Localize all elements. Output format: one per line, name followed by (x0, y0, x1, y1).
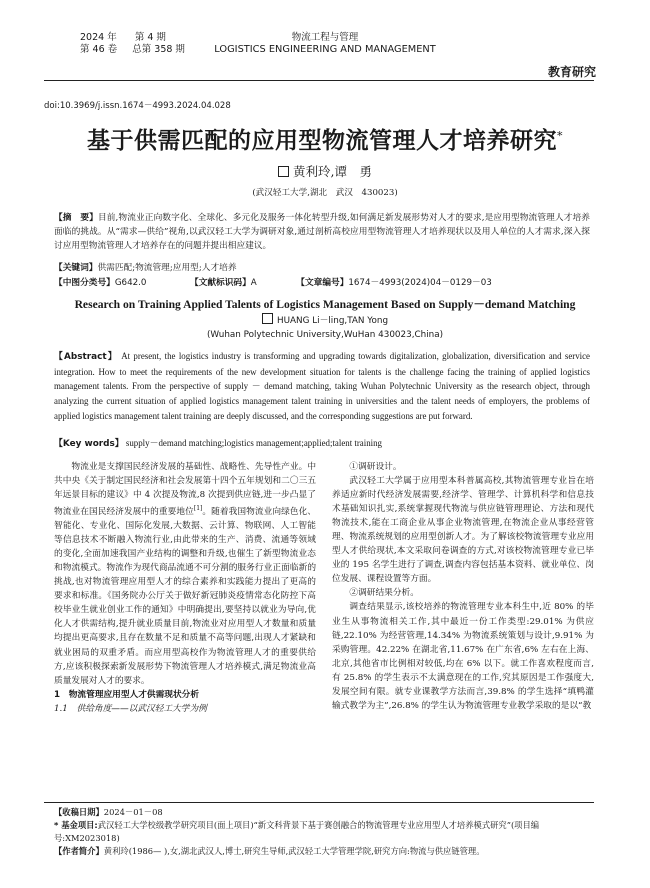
abstract-en-label: 【Abstract】 (54, 352, 118, 362)
keywords-cn-label: 【关键词】 (54, 263, 98, 273)
footnotes (54, 806, 594, 858)
subsection-heading: 1.1 供给角度——以武汉轻工大学为例 (54, 703, 207, 714)
page-title (0, 122, 650, 155)
author-bio-value: 黄利玲(1986— ),女,湖北武汉人,博士,研究生导师,武汉轻工大学管理学院,研究方向:物流与供应链管理。 (103, 846, 485, 856)
header-journal (200, 32, 450, 56)
received-label: 【收稿日期】 (54, 807, 104, 817)
authors-en-text: HUANG Li－ling,TAN Yong (276, 316, 389, 326)
fund-label: * 基金项目: (54, 820, 98, 830)
keywords-cn-text: 供需匹配;物流管理;应用型;人才培养 (97, 263, 237, 273)
body-left-column (54, 460, 316, 716)
header-year-issue (80, 32, 185, 56)
abstract-en (54, 349, 590, 424)
author-bio-label: 【作者简介】 (54, 846, 104, 856)
body-paragraph: 调查结果显示,该校培养的物流管理专业本科生中,近 80% 的毕业生从事物流相关工作,其中最近一份工作类型:29.01% 为供应链,22.10% 为经营管理,14.34% 为物流系统策划与设计,9.91% 为采购管理。42.22% 在湖北省,11.67% 在广东省,6% 左右在上海、北京,其他省市比例相对较低,均在 6% 以下。就工作喜欢程度而言,有 25.8% 的学生表示不太满意现在的工作,究其原因是工作强度大,发展空间有限。就专业课教学方法而言,39.8% 的学生选择“填鸭灌输式教学为主”,26.8% 的学生认为物流管理专业教学采取的是以“教 (332, 602, 594, 711)
subheading-results: ②调研结果分析。 (349, 588, 419, 599)
abstract-cn-label: 【摘 要】 (54, 213, 98, 223)
author-en-box-icon (262, 313, 273, 324)
doc-label: 【文献标识码】 (189, 278, 251, 288)
page-title-text: 基于供需匹配的应用型物流管理人才培养研究 (87, 127, 557, 154)
header-total-issue: 总第 358 期 (132, 44, 185, 55)
doc-value: A (250, 278, 257, 288)
header-section: 教育研究 (547, 65, 596, 79)
body-text: 物流业是支撑国民经济发展的基础性、战略性、先导性产业。中共中央《关于制定国民经济和社会发展第十四个五年规划和二〇三五年远景目标的建议》中 4 次提及物流,8 次提到供应链,进一步凸显了物流业在国民经济发展中的重要地位 (54, 462, 316, 518)
header-journal-cn: 物流工程与管理 (291, 32, 359, 43)
body-paragraph: 武汉轻工大学属于应用型本科普属高校,其物流管理专业旨在培养适应新时代经济发展需要,经济学、管理学、计算机科学和信息技术基础知识扎实,系统掌握现代物流与供应链管理理论、方法和现代物流技术,能在工商企业从事企业物流管理,在物流企业从事经营管理、物流系统规划的应用型创新人才。为了解该校物流管理专业应用型人才供给现状,本文采取问卷调查的方式,对该校物流管理专业已毕业的 195 名学生进行了调查,调查内容包括基本资料、就业单位、岗位发展、课程设置等方面。 (332, 476, 594, 585)
body-text: 。随着我国物流业向绿色化、智能化、专业化、国际化发展,大数据、云计算、物联网、人工智能等信息技术不断融入物流行业,由此带来的生产、消费、流通等领域的变化,全面加速我国产业结构的调整和升级,也催生了新型物流业态和物流模式。物流作为现代商品流通不可分割的服务行业正面临新的挑战,也对物流管理应用型人才的综合素养和实践能力提出了更高的要求和标准。《国务院办公厅关于做好新冠肺炎疫情常态化防控下高校毕业生就业创业工作的通知》中明确提出,要坚持以就业为导向,优化人才供需结构,提升就业质量 (54, 507, 317, 630)
keywords-en-text: supply－demand matching;logistics management;applied;talent training (125, 438, 382, 448)
citation-ref: [1] (193, 505, 203, 513)
doi: doi:10.3969/j.issn.1674－4993.2024.04.028 (44, 101, 231, 111)
header-journal-en: LOGISTICS ENGINEERING AND MANAGEMENT (214, 44, 436, 55)
received-date (54, 806, 594, 819)
keywords-cn (54, 261, 590, 275)
abstract-en-text: At present, the logistics industry is transforming and upgrading towards digitalization, globalization, diversification and service integration. How to meet the requirements of the new development situation for talents is the challenge facing the training of applied logistics management talents. From the perspective of supply － demand matching, taking Wuhan Polytechnic University as the research object, through analyzing the current situation of applied logistics management talent training in universities and the talent needs of employers, the problems of applied logistics management talent training are deeply discussed, and the corresponding suggestions are put forward. (54, 351, 590, 421)
authors (0, 162, 650, 180)
body-right-column (332, 460, 594, 713)
body-text: 目前,物流业对应用型人才数量和质量均提出更高要求,且存在数量不足和质量不高等问题,出现人才紧缺和就业困局的双重矛盾。而应用型高校作为物流管理人才的重要供给方,应该积极探索新发展形势下物流管理人才培养模式,满足物流业高质量发展对人才的要求。 (54, 619, 317, 686)
affiliation: (武汉轻工大学,湖北 武汉 430023) (252, 188, 398, 198)
body-paragraph (54, 460, 316, 688)
abstract-cn-text: 目前,物流业正向数字化、全球化、多元化及服务一体化转型升级,如何满足新发展形势对人才的要求,是应用型物流管理人才培养面临的挑战。从“需求—供给”视角,以武汉轻工大学为调研对象,通过剖析高校应用型物流管理人才培养现状以及用人单位的人才需求,深入探讨应用型物流管理人才培养存在的问题并提出相应建议。 (54, 213, 590, 252)
header-issue: 第 4 期 (134, 32, 166, 43)
keywords-en-label: 【Key words】 (54, 439, 124, 449)
keywords-en (54, 436, 590, 449)
abstract-cn (54, 211, 590, 254)
clc-value: G642.0 (114, 278, 147, 288)
clc-label: 【中图分类号】 (54, 278, 115, 288)
title-en: Research on Training Applied Talents of Logistics Management Based on Supply－demand Matching (74, 298, 576, 311)
article-value: 1674－4993(2024)04－0129－03 (348, 278, 492, 288)
classification-line (54, 276, 594, 288)
section-heading: 1 物流管理应用型人才供需现状分析 (54, 689, 200, 700)
article-label: 【文章编号】 (296, 278, 349, 288)
affiliation-en: (Wuhan Polytechnic University,WuHan 430023,China) (206, 330, 444, 340)
fund-info (54, 819, 594, 845)
header-rule (44, 80, 594, 81)
authors-en (0, 313, 650, 326)
header-volume: 第 46 卷 (80, 44, 118, 55)
fund-value: 武汉轻工大学校级教学研究项目(面上项目)“新文科背景下基于赛创融合的物流管理专业应用型人才培养模式研究”(项目编号:XM2023018) (54, 820, 540, 843)
received-value: 2024－01－08 (103, 807, 163, 817)
footnote-rule (44, 802, 594, 803)
authors-text: 黄利玲,谭 勇 (293, 164, 372, 179)
header-year: 2024 年 (80, 32, 117, 43)
subheading-design: ①调研设计。 (349, 462, 402, 472)
title-footnote-mark: * (557, 129, 563, 143)
author-box-icon (278, 166, 289, 177)
author-bio (54, 845, 594, 858)
